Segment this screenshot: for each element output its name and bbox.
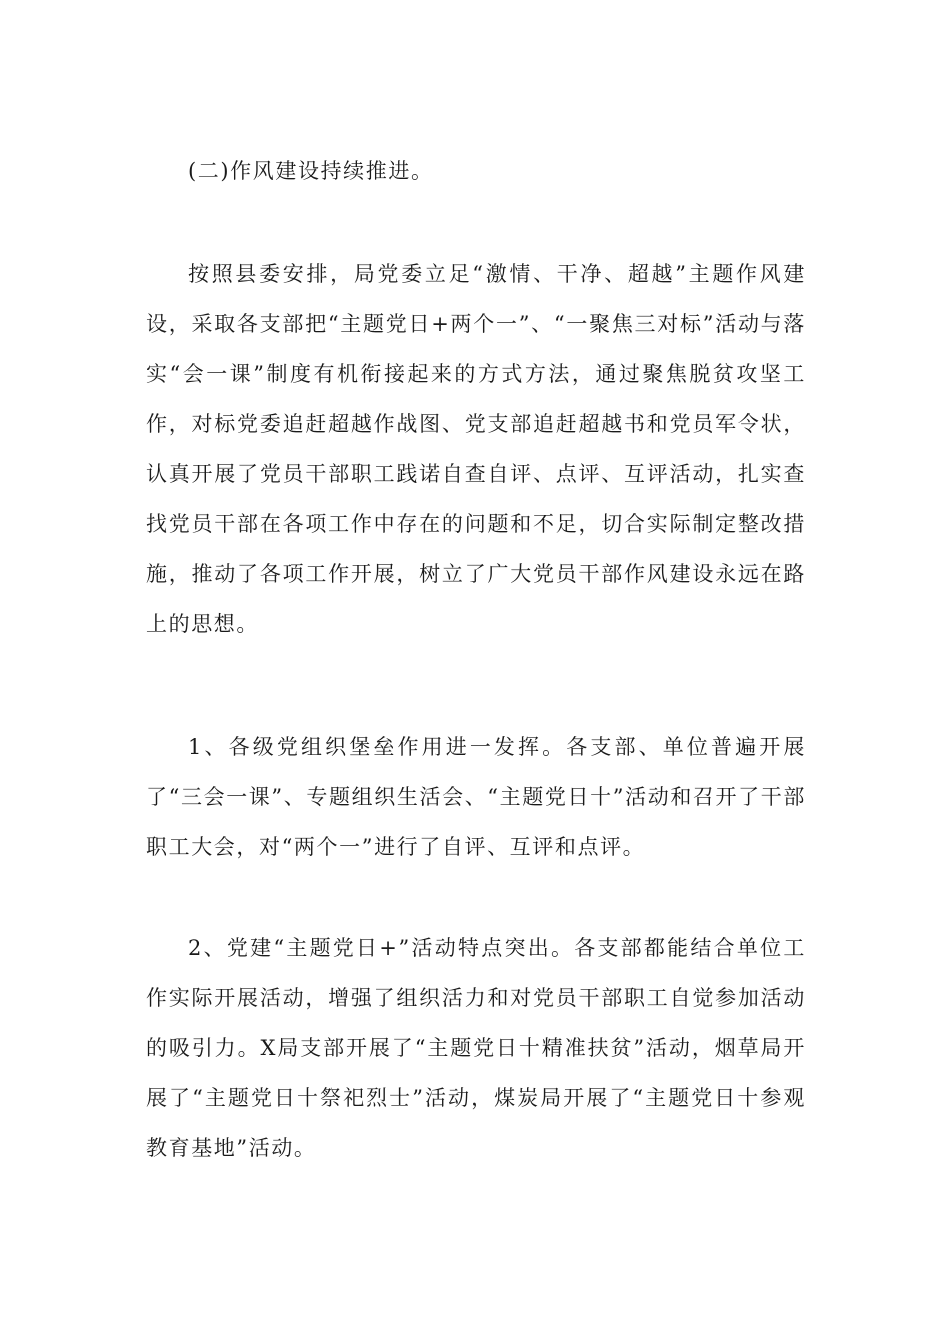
list-item-1: 1、各级党组织堡垒作用进一发挥。各支部、单位普遍开展了“三会一课”、专题组织生活会、“主题党日十”活动和召开了干部职工大会，对“两个一”进行了自评、互评和点评。 (146, 735, 806, 859)
list-item-2: 2、党建“主题党日+”活动特点突出。各支部都能结合单位工作实际开展活动，增强了组织活力和对党员干部职工自觉参加活动的吸引力。X局支部开展了“主题党日十精准扶贫”活动，烟草局开展了“主题党日十祭祀烈士”活动，煤炭局开展了“主题党日十参观教育基地”活动。 (146, 936, 806, 1160)
section-heading: (二)作风建设持续推进。 (188, 159, 434, 183)
body-paragraph: 按照县委安排，局党委立足“激情、干净、超越”主题作风建设，采取各支部把“主题党日+两个一”、“一聚焦三对标”活动与落实“会一课”制度有机衔接起来的方式方法，通过聚焦脱贫攻坚工作，对标党委追赶超越作战图、党支部追赶超越书和党员军令状，认真开展了党员干部职工践诺自查自评、点评、互评活动，扎实查找党员干部在各项工作中存在的问题和不足，切合实际制定整改措施，推动了各项工作开展，树立了广大党员干部作风建设永远在路上的思想。 (146, 262, 806, 636)
